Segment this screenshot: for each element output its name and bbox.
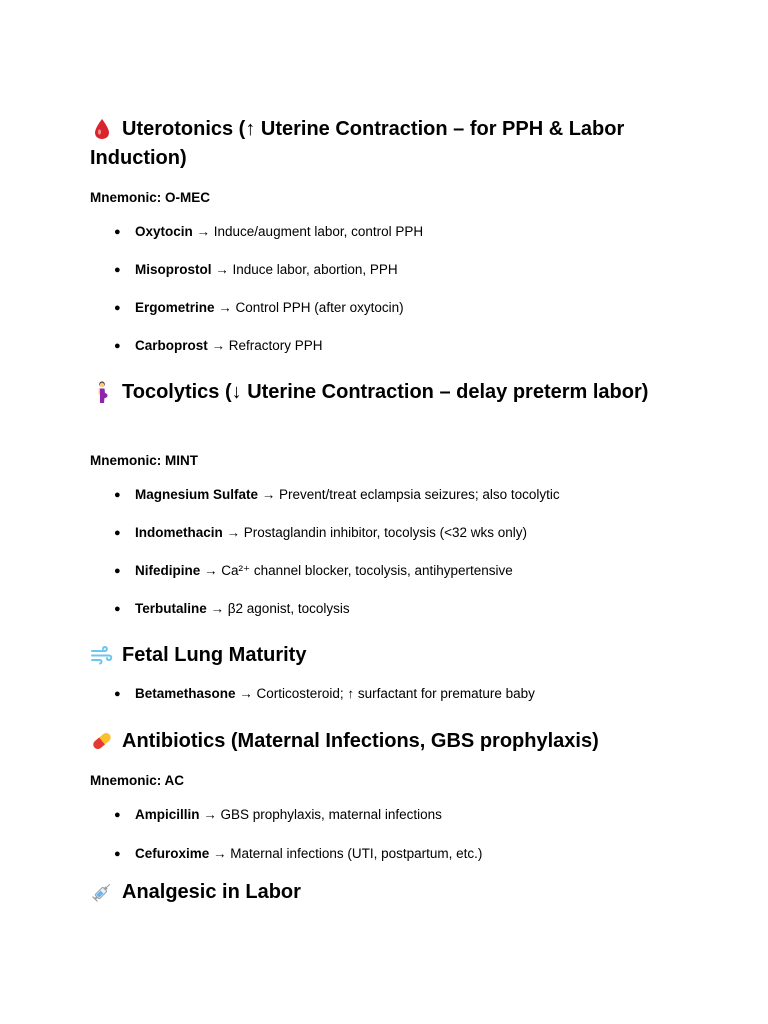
section-tocolytics xyxy=(90,378,690,616)
bullet: ● xyxy=(114,226,121,238)
drug-list xyxy=(90,807,690,862)
bullet: ● xyxy=(114,688,121,700)
drug-description: → GBS prophylaxis, maternal infections xyxy=(199,807,442,822)
section-heading xyxy=(90,641,690,670)
heading-text: Antibiotics (Maternal Infections, GBS prophylaxis) xyxy=(122,730,599,752)
drug-description: → Ca²⁺ channel blocker, tocolysis, antihypertensive xyxy=(200,563,513,578)
heading-text: Uterotonics (↑ Uterine Contraction – for PPH & Labor Induction) xyxy=(90,118,625,169)
section-heading xyxy=(90,878,690,907)
bullet: ● xyxy=(114,302,121,314)
list-item xyxy=(90,846,690,862)
mnemonic-label: Mnemonic: AC xyxy=(90,773,184,788)
heading-text: Tocolytics (↓ Uterine Contraction – delay preterm labor) xyxy=(122,381,649,403)
drug-name: Nifedipine xyxy=(135,563,201,578)
section-antibiotics xyxy=(90,727,690,861)
bullet: ● xyxy=(114,527,121,539)
pregnant-woman-icon xyxy=(90,380,116,402)
drug-name: Ampicillin xyxy=(135,807,200,822)
section-heading xyxy=(90,115,690,173)
blood-drop-icon xyxy=(90,117,116,139)
drug-name: Terbutaline xyxy=(135,601,207,616)
list-item xyxy=(90,487,690,503)
list-item xyxy=(90,338,690,354)
pill-icon xyxy=(90,729,116,751)
drug-name: Carboprost xyxy=(135,338,208,353)
heading-text: Fetal Lung Maturity xyxy=(122,644,307,666)
mnemonic-label: Mnemonic: O-MEC xyxy=(90,190,210,205)
drug-name: Magnesium Sulfate xyxy=(135,487,259,502)
drug-description: → Maternal infections (UTI, postpartum, etc.) xyxy=(209,846,483,861)
drug-name: Oxytocin xyxy=(135,224,193,239)
mnemonic-label: Mnemonic: MINT xyxy=(90,453,198,468)
bullet: ● xyxy=(114,809,121,821)
bullet: ● xyxy=(114,340,121,352)
section-heading xyxy=(90,378,690,407)
list-item xyxy=(90,525,690,541)
drug-list xyxy=(90,686,690,702)
list-item xyxy=(90,224,690,240)
list-item xyxy=(90,686,690,702)
drug-description: → Corticosteroid; ↑ surfactant for premature baby xyxy=(235,686,535,701)
drug-list xyxy=(90,224,690,354)
drug-description: → Prostaglandin inhibitor, tocolysis (<32 wks only) xyxy=(222,525,528,540)
section-heading xyxy=(90,727,690,756)
list-item xyxy=(90,807,690,823)
section-uterotonics xyxy=(90,115,690,353)
drug-name: Indomethacin xyxy=(135,525,223,540)
syringe-icon xyxy=(90,880,116,902)
drug-description: → β2 agonist, tocolysis xyxy=(206,601,350,616)
section-analgesic xyxy=(90,878,690,907)
drug-description: → Induce labor, abortion, PPH xyxy=(211,262,398,277)
bullet: ● xyxy=(114,848,121,860)
bullet: ● xyxy=(114,565,121,577)
drug-description: → Induce/augment labor, control PPH xyxy=(192,224,424,239)
drug-list xyxy=(90,487,690,617)
bullet: ● xyxy=(114,489,121,501)
list-item xyxy=(90,262,690,278)
wind-icon xyxy=(90,643,116,665)
drug-description: → Control PPH (after oxytocin) xyxy=(214,300,404,315)
list-item xyxy=(90,601,690,617)
drug-name: Cefuroxime xyxy=(135,846,210,861)
drug-name: Betamethasone xyxy=(135,686,236,701)
drug-name: Misoprostol xyxy=(135,262,212,277)
drug-description: → Refractory PPH xyxy=(207,338,323,353)
section-fetal-lung-maturity xyxy=(90,641,690,701)
bullet: ● xyxy=(114,603,121,615)
list-item xyxy=(90,300,690,316)
heading-text: Analgesic in Labor xyxy=(122,881,301,903)
list-item xyxy=(90,563,690,579)
bullet: ● xyxy=(114,264,121,276)
drug-description: → Prevent/treat eclampsia seizures; also tocolytic xyxy=(258,487,560,502)
drug-name: Ergometrine xyxy=(135,300,215,315)
